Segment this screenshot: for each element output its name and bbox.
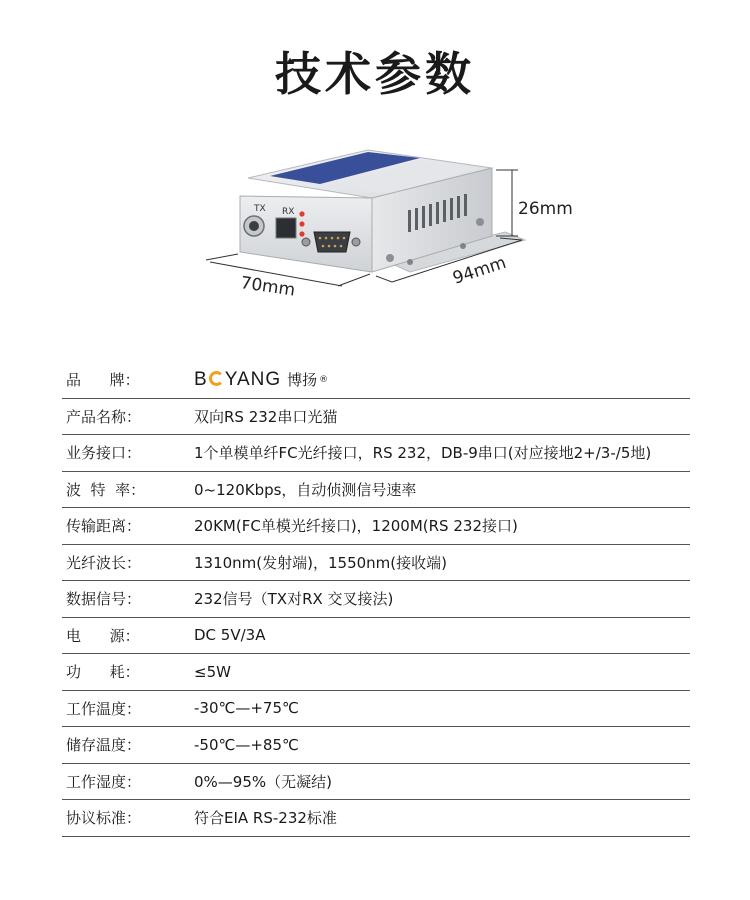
product-image (0, 0, 750, 340)
spec-row (62, 654, 690, 691)
led-3 (299, 231, 304, 236)
registered-mark: ® (319, 374, 329, 385)
spec-row (62, 581, 690, 618)
spec-value: 0~120Kbps，自动侦测信号速率 (194, 480, 417, 499)
spec-value: -30℃—+75℃ (194, 699, 299, 718)
spec-value: 1310nm(发射端)，1550nm(接收端) (194, 553, 447, 572)
spec-label: 波 特 率： (66, 480, 146, 499)
spec-row (62, 727, 690, 764)
dim-width: 70mm (239, 273, 297, 301)
spec-label: 工作温度： (66, 699, 142, 718)
spec-value: -50℃—+85℃ (194, 735, 299, 754)
spec-value: 双向RS 232串口光猫 (194, 407, 338, 426)
spec-row (62, 472, 690, 509)
spec-value: 0%—95%（无凝结) (194, 772, 332, 791)
led-1 (299, 211, 304, 216)
dim-depth: 94mm (450, 252, 509, 289)
spec-label: 光纤波长： (66, 553, 142, 572)
spec-value: 232信号（TX对RX 交叉接法) (194, 590, 394, 609)
spec-label: 功 耗： (66, 663, 140, 682)
spec-row (62, 545, 690, 582)
brand-logo (194, 369, 690, 391)
spec-value: 1个单模单纤FC光纤接口，RS 232，DB-9串口(对应接地2+/3-/5地) (194, 444, 652, 463)
spec-row (62, 800, 690, 837)
dim-height: 26mm (518, 199, 573, 219)
spec-label: 协议标准： (66, 809, 142, 828)
tx-label: TX (254, 204, 266, 214)
page-title: 技术参数 (275, 47, 475, 101)
spec-row (62, 435, 690, 472)
spec-table (62, 362, 690, 837)
brand-logo-text: B YANG (194, 368, 282, 390)
rx-window (276, 218, 296, 238)
spec-label: 品 牌： (66, 371, 140, 390)
spec-row-brand (62, 362, 690, 399)
spec-value: 20KM(FC单模光纤接口)，1200M(RS 232接口) (194, 517, 518, 536)
spec-row (62, 764, 690, 801)
spec-value: DC 5V/3A (194, 626, 266, 645)
spec-row (62, 618, 690, 655)
brand-cn-name: 博扬 (287, 371, 318, 390)
spec-label: 工作湿度： (66, 772, 142, 791)
led-2 (299, 221, 304, 226)
spec-label: 业务接口： (66, 444, 142, 463)
fiber-port (244, 216, 264, 236)
spec-row (62, 399, 690, 436)
spec-value: ≤5W (194, 662, 231, 681)
spec-label: 储存温度： (66, 736, 142, 755)
rx-label: RX (282, 207, 295, 217)
spec-label: 电 源： (66, 626, 140, 645)
spec-label: 传输距离： (66, 517, 142, 536)
spec-label: 数据信号： (66, 590, 142, 609)
spec-row (62, 508, 690, 545)
spec-row (62, 691, 690, 728)
brand-o-icon (209, 371, 224, 386)
spec-value: 符合EIA RS-232标准 (194, 809, 337, 828)
spec-label: 产品名称： (66, 407, 142, 426)
